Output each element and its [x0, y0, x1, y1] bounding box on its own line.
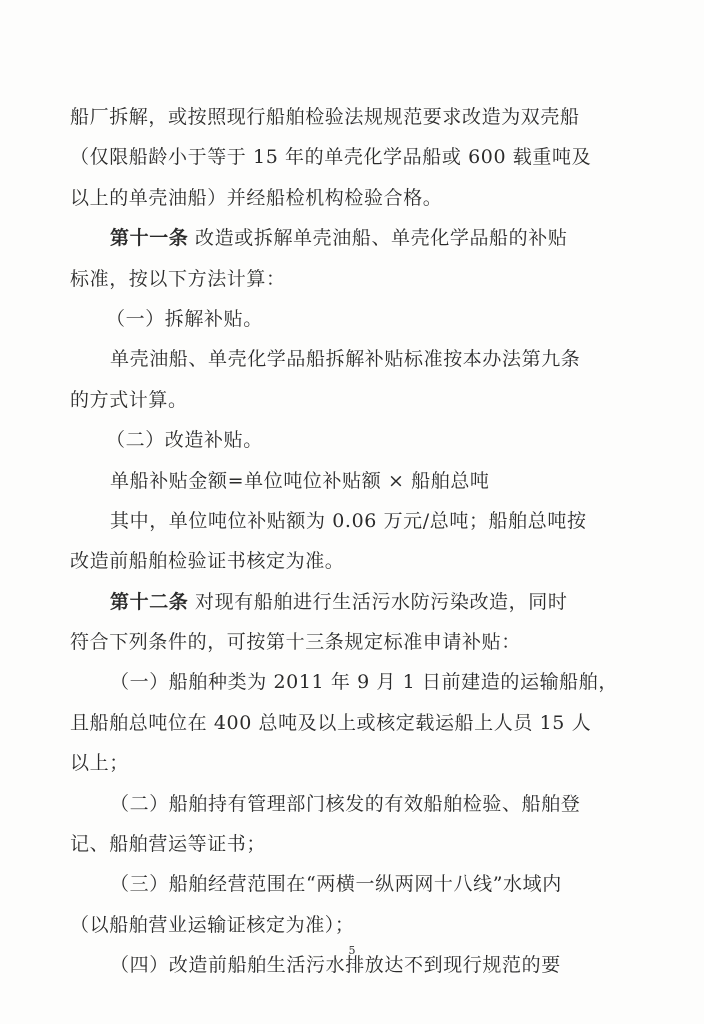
text-segment: 对现有船舶进行生活污水防污染改造，同时 — [195, 590, 568, 613]
text-line: （二）改造补贴。 — [106, 429, 263, 452]
text-line: 改造前船舶检验证书核定为准。 — [70, 550, 345, 573]
page-number: 5 — [348, 944, 356, 957]
text-line: 船厂拆解，或按照现行船舶检验法规规范要求改造为双壳船 — [70, 106, 580, 128]
text-line: （三）船舶经营范围在“两横一纵两网十八线”水域内 — [110, 873, 562, 896]
text-segment: 改造或拆解单壳油船、单壳化学品船的补贴 — [195, 227, 568, 250]
body-text — [70, 97, 618, 986]
article-11-line — [70, 218, 590, 258]
text-line: （二）船舶持有管理部门核发的有效船舶检验、船舶登 — [110, 792, 581, 815]
text-line: 符合下列条件的，可按第十三条规定标准申请补贴： — [70, 631, 521, 654]
text-line: 的方式计算。 — [70, 388, 188, 411]
text-line: 以上； — [70, 752, 129, 775]
text-line: （一）拆解补贴。 — [106, 307, 263, 330]
text-line: 标准，按以下方法计算： — [70, 267, 286, 290]
text-line: （仅限船龄小于等于 15 年的单壳化学品船或 600 载重吨及 — [70, 146, 592, 169]
text-line: 单壳油船、单壳化学品船拆解补贴标准按本办法第九条 — [110, 348, 581, 371]
text-line: 其中，单位吨位补贴额为 0.06 万元/总吨；船舶总吨按 — [110, 509, 587, 532]
text-line: （四）改造前船舶生活污水排放达不到现行规范的要 — [110, 954, 561, 977]
text-line: 以上的单壳油船）并经船检机构检验合格。 — [70, 186, 443, 209]
article-11-heading: 第十一条 — [110, 227, 189, 250]
article-12-heading: 第十二条 — [110, 590, 189, 613]
formula-line: 单船补贴金额=单位吨位补贴额 × 船舶总吨 — [110, 469, 490, 492]
text-line: 记、船舶营运等证书； — [70, 833, 267, 856]
text-line: （一）船舶种类为 2011 年 9 月 1 日前建造的运输船舶， — [110, 671, 618, 694]
article-12-line — [70, 582, 590, 622]
text-line: （以船舶营业运输证核定为准）； — [70, 913, 355, 936]
text-line: 且船舶总吨位在 400 总吨及以上或核定载运船上人员 15 人 — [70, 711, 592, 734]
